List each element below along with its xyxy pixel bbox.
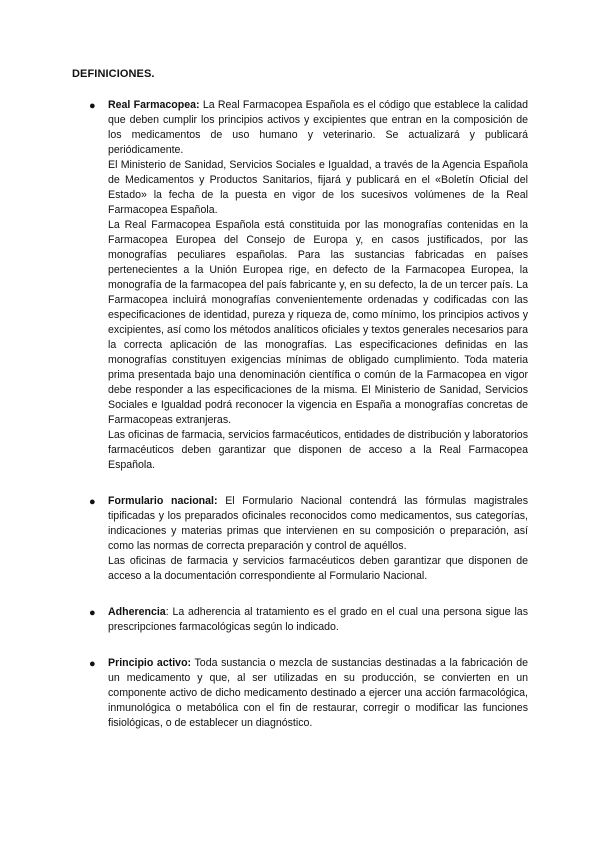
definition-term: Adherencia (108, 606, 166, 618)
definition-paragraph (108, 494, 528, 554)
definition-text: : La adherencia al tratamiento es el grado en el cual una persona sigue las prescripciones farmacológicas según lo indicado. (108, 606, 528, 633)
definition-term: Principio activo: (108, 657, 192, 669)
definition-formulario-nacional (72, 494, 528, 584)
definition-text: El Formulario Nacional contendrá las fórmulas magistrales tipificadas y los preparados oficinales reconocidos como medicamentos, sus categorías, indicaciones y materias primas que intervienen en su composición o preparación, así como las normas de correcta preparación y control de aquéllos. (108, 495, 528, 552)
definition-paragraph: El Ministerio de Sanidad, Servicios Sociales e Igualdad, a través de la Agencia Española de Medicamentos y Productos Sanitarios, fijará y publicará en el «Boletín Oficial del Estado» la fecha de la puesta en vigor de los sucesivos volúmenes de la Real Farmacopea Española. (108, 159, 528, 216)
definition-paragraph: Las oficinas de farmacia y servicios farmacéuticos deben garantizar que disponen de acceso a la documentación correspondiente al Formulario Nacional. (108, 555, 528, 582)
section-heading: DEFINICIONES. (72, 68, 155, 80)
definition-real-farmacopea (72, 98, 528, 473)
bullet-icon: ● (89, 100, 96, 112)
definition-term: Real Farmacopea: (108, 99, 200, 111)
bullet-icon: ● (89, 496, 96, 508)
definition-term: Formulario nacional: (108, 495, 218, 507)
definition-paragraph: Las oficinas de farmacia, servicios farmacéuticos, entidades de distribución y laboratorios farmacéuticos deben garantizar que disponen de acceso a la Real Farmacopea Española. (108, 429, 528, 471)
definition-paragraph (108, 605, 528, 635)
definition-paragraph (108, 656, 528, 731)
definition-principio-activo (72, 656, 528, 731)
definition-text: La Real Farmacopea Española es el código que establece la calidad que deben cumplir los principios activos y excipientes que entran en la composición de los medicamentos de uso humano y veterinario. Se actualizará y publicará periódicamente. (108, 99, 528, 156)
definition-paragraph (108, 98, 528, 158)
definition-adherencia (72, 605, 528, 635)
bullet-icon: ● (89, 607, 96, 619)
definition-text: Toda sustancia o mezcla de sustancias destinadas a la fabricación de un medicamento y que, al ser utilizadas en su producción, se convierten en un componente activo de dicho medicamento destinado a ejercer una acción farmacológica, inmunológica o metabólica con el fin de restaurar, corregir o modificar las funciones fisiológicas, o de establecer un diagnóstico. (108, 657, 528, 729)
bullet-icon: ● (89, 658, 96, 670)
definition-paragraph: La Real Farmacopea Española está constituida por las monografías contenidas en la Farmacopea Europea del Consejo de Europa y, en casos justificados, por las monografías peculiares españolas. Para las sustancias fabricadas en países pertenecientes a la Unión Europea rige, en defecto de la Farmacopea Europea, la monografía de la farmacopea del país fabricante y, en su defecto, la de un tercer país. La Farmacopea incluirá monografías convenientemente ordenadas y codificadas con las especificaciones de identidad, pureza y riqueza de, como mínimo, los principios activos y excipientes, así como los métodos analíticos oficiales y textos generales necesarios para la correcta aplicación de las monografías. Las especificaciones definidas en las monografías constituyen exigencias mínimas de obligado cumplimiento. Toda materia prima presentada bajo una denominación científica o común de la Farmacopea en vigor debe responder a las especificaciones de la misma. El Ministerio de Sanidad, Servicios Sociales e Igualdad podrá reconocer la vigencia en España a monografías concretas de Farmacopeas extranjeras. (108, 219, 528, 426)
